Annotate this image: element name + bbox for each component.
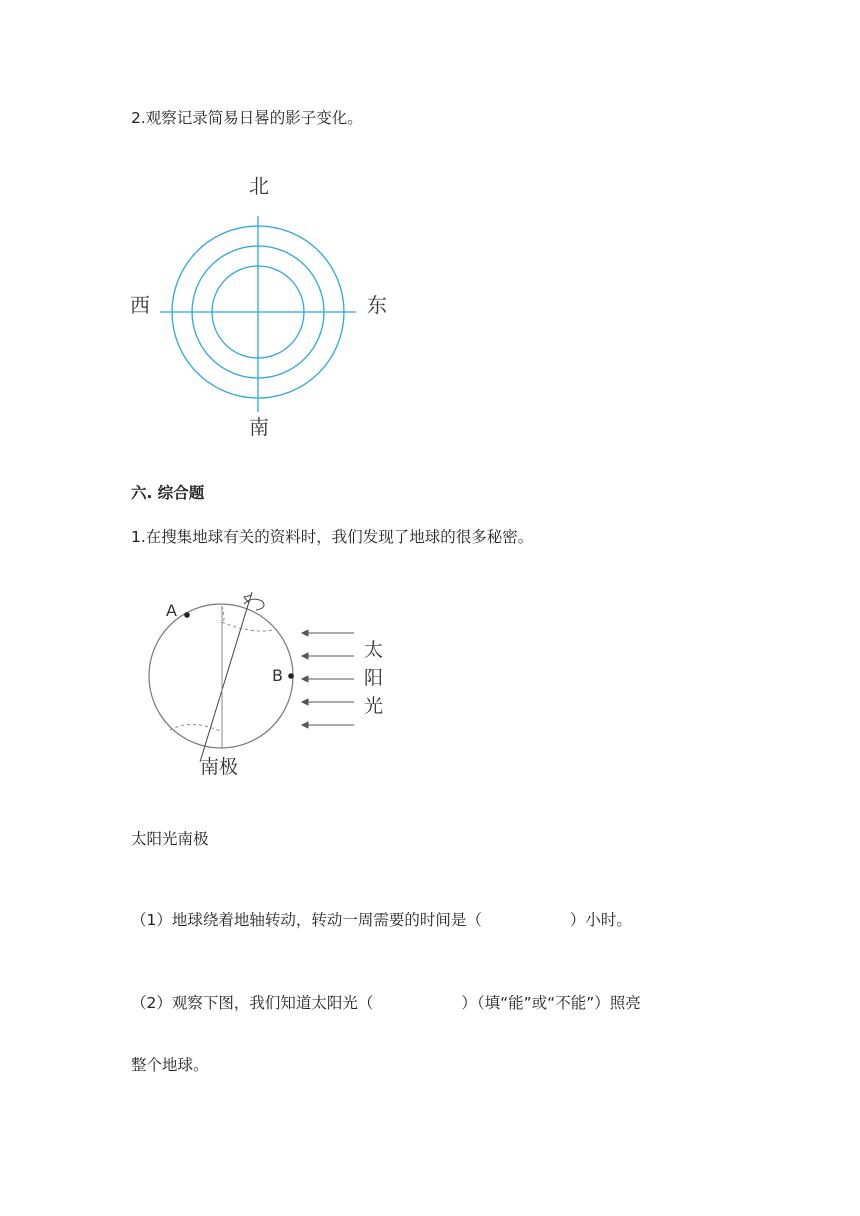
sub-question-1-text: （1）地球绕着地轴转动，转动一周需要的时间是（: [131, 911, 482, 929]
south-label: 南: [249, 415, 269, 439]
point-a-label: A: [166, 601, 177, 620]
earth-axis: [200, 592, 252, 762]
point-a-dot: [184, 612, 190, 618]
south-pole-label: 南极: [200, 756, 239, 778]
earth-svg: [140, 590, 400, 785]
sun-label-char-1: 太: [364, 639, 384, 661]
sub-question-2-text-end: ）（填“能”或“不能”）照亮: [461, 994, 641, 1012]
point-b-label: B: [272, 666, 283, 685]
sundial-svg: [120, 160, 410, 450]
question-number: 1.: [131, 528, 146, 546]
sub-question-2-text: （2）观察下图，我们知道太阳光（: [131, 994, 374, 1012]
sundial-diagram: [120, 160, 410, 450]
north-polar-arc: [222, 622, 274, 631]
sub-question-2: [131, 993, 641, 1013]
section-heading: 六. 综合题: [131, 484, 205, 502]
south-polar-arc: [170, 724, 222, 732]
question-text: 观察记录简易日晷的影子变化。: [145, 109, 363, 127]
question-number: 2.: [131, 109, 146, 127]
sun-label-char-3: 光: [364, 695, 384, 717]
earth-diagram: [140, 590, 400, 785]
sub-question-2-continuation: 整个地球。: [131, 1056, 209, 1074]
sub-question-1: [131, 910, 632, 930]
figure-caption-text: 太阳光南极: [131, 830, 209, 848]
question-2-intro: [131, 108, 363, 128]
question-1-intro: [131, 527, 533, 547]
north-label: 北: [249, 174, 269, 198]
point-b-dot: [288, 673, 294, 679]
east-label: 东: [367, 293, 387, 317]
west-label: 西: [130, 293, 150, 317]
sub-question-1-text-end: ）小时。: [569, 911, 632, 929]
question-text: 在搜集地球有关的资料时，我们发现了地球的很多秘密。: [145, 528, 534, 546]
sun-label-char-2: 阳: [364, 667, 384, 689]
